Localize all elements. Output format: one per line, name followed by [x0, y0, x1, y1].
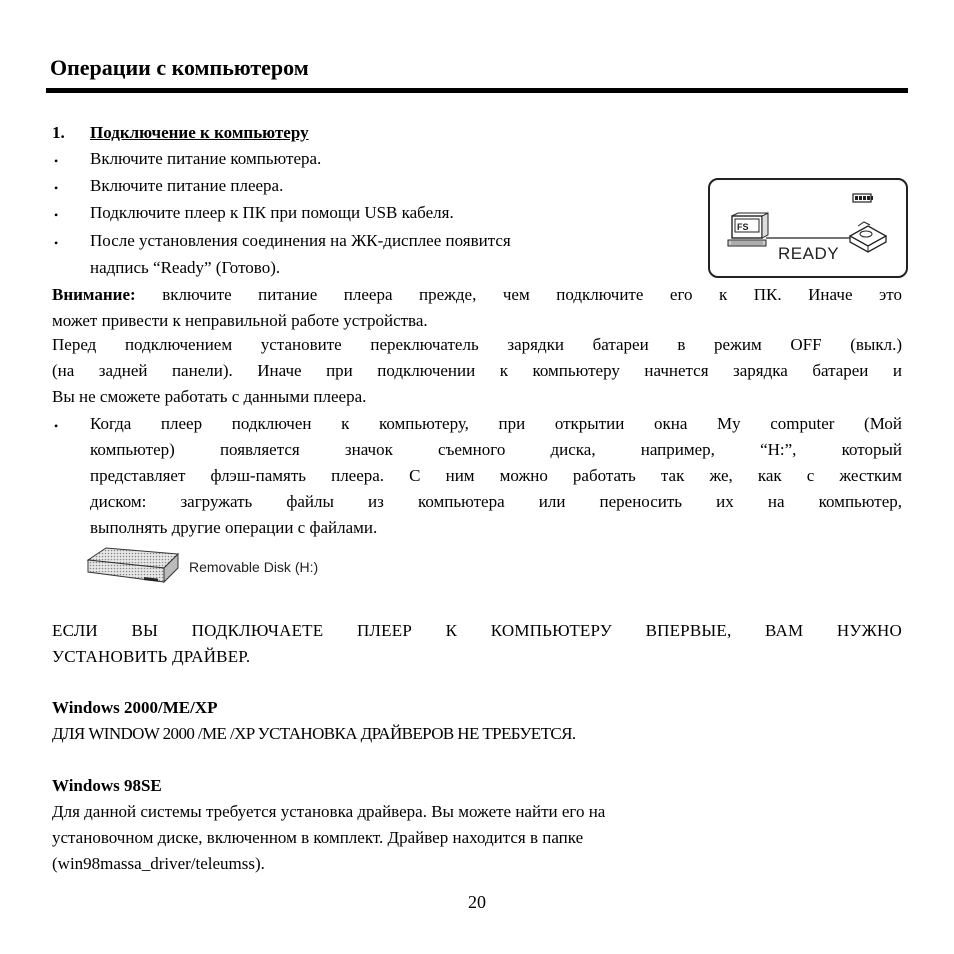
warning-label: Внимание:: [52, 285, 136, 304]
warning-line-2: может привести к неправильной работе устройства.: [52, 311, 428, 330]
win98-line-2: установочном диске, включенном в комплект. Драйвер находится в папке: [52, 828, 584, 847]
section-heading: [52, 120, 309, 146]
page-number: 20: [468, 892, 486, 912]
bullet-dot: •: [54, 154, 59, 168]
disk-line-5: выполнять другие операции с файлами.: [90, 518, 378, 537]
lcd-ready-illustration: [708, 178, 908, 278]
win98-line-3: (win98massa_driver/teleumss).: [52, 854, 265, 873]
win98-line-1: Для данной системы требуется установка драйвера. Вы можете найти его на: [52, 802, 606, 821]
bullet-dot: •: [54, 208, 59, 222]
fs-label: FS: [737, 222, 749, 232]
bullet-item-2: Включите питание плеера.: [90, 176, 284, 195]
bullet-dot: •: [54, 181, 59, 195]
warning-text: включите питание плеера прежде, чем подключите его к ПК. Иначе это: [162, 285, 903, 304]
charge-line-3: Вы не сможете работать с данными плеера.: [52, 387, 367, 406]
lcd-ready-text: READY: [778, 244, 840, 263]
win98-heading: Windows 98SE: [52, 776, 162, 795]
removable-disk-label: Removable Disk (H:): [189, 559, 319, 575]
disk-line-4: диском: загружать файлы из компьютера или переносить их на компьютер,: [90, 492, 902, 511]
removable-disk-icon: [86, 546, 180, 586]
bullet-item-1: Включите питание компьютера.: [90, 149, 322, 168]
driver-notice-line-2: УСТАНОВИТЬ ДРАЙВЕР.: [52, 647, 251, 666]
bullet-dot: •: [54, 236, 59, 250]
driver-notice-line-1: ЕСЛИ ВЫ ПОДКЛЮЧАЕТЕ ПЛЕЕР К КОМПЬЮТЕРУ ВПЕРВЫЕ, ВАМ НУЖНО: [52, 621, 902, 640]
bullet-item-3: Подключите плеер к ПК при помощи USB кабеля.: [90, 203, 454, 222]
disk-line-2: компьютер) появляется значок съемного диска, например, “H:”, который: [90, 440, 902, 459]
charge-line-2: (на задней панели). Иначе при подключении к компьютеру начнется зарядка батареи и: [52, 361, 902, 380]
warning-line-1: [52, 282, 902, 308]
battery-icon: [853, 194, 873, 202]
title-underline-rule: [46, 88, 908, 93]
page-title: Операции с компьютером: [50, 55, 309, 80]
win2000-heading: Windows 2000/ME/XP: [52, 698, 218, 717]
player-icon: [850, 222, 886, 252]
bullet-dot: •: [54, 419, 59, 433]
charge-line-1: Перед подключением установите переключатель зарядки батареи в режим OFF (выкл.): [52, 335, 902, 354]
bullet-item-4: После установления соединения на ЖК-дисплее появится: [90, 231, 511, 250]
disk-line-1: Когда плеер подключен к компьютеру, при открытии окна My computer (Мой: [90, 414, 902, 433]
section-title: Подключение к компьютеру: [90, 123, 309, 142]
win2000-text: ДЛЯ WINDOW 2000 /ME /XP УСТАНОВКА ДРАЙВЕРОВ НЕ ТРЕБУЕТСЯ.: [52, 724, 576, 743]
section-number: 1.: [52, 123, 65, 142]
bullet-item-4-continuation: надпись “Ready” (Готово).: [90, 258, 281, 277]
lcd-graphics: [710, 180, 910, 280]
disk-line-3: представляет флэш-память плеера. С ним можно работать так же, как с жестким: [90, 466, 902, 485]
